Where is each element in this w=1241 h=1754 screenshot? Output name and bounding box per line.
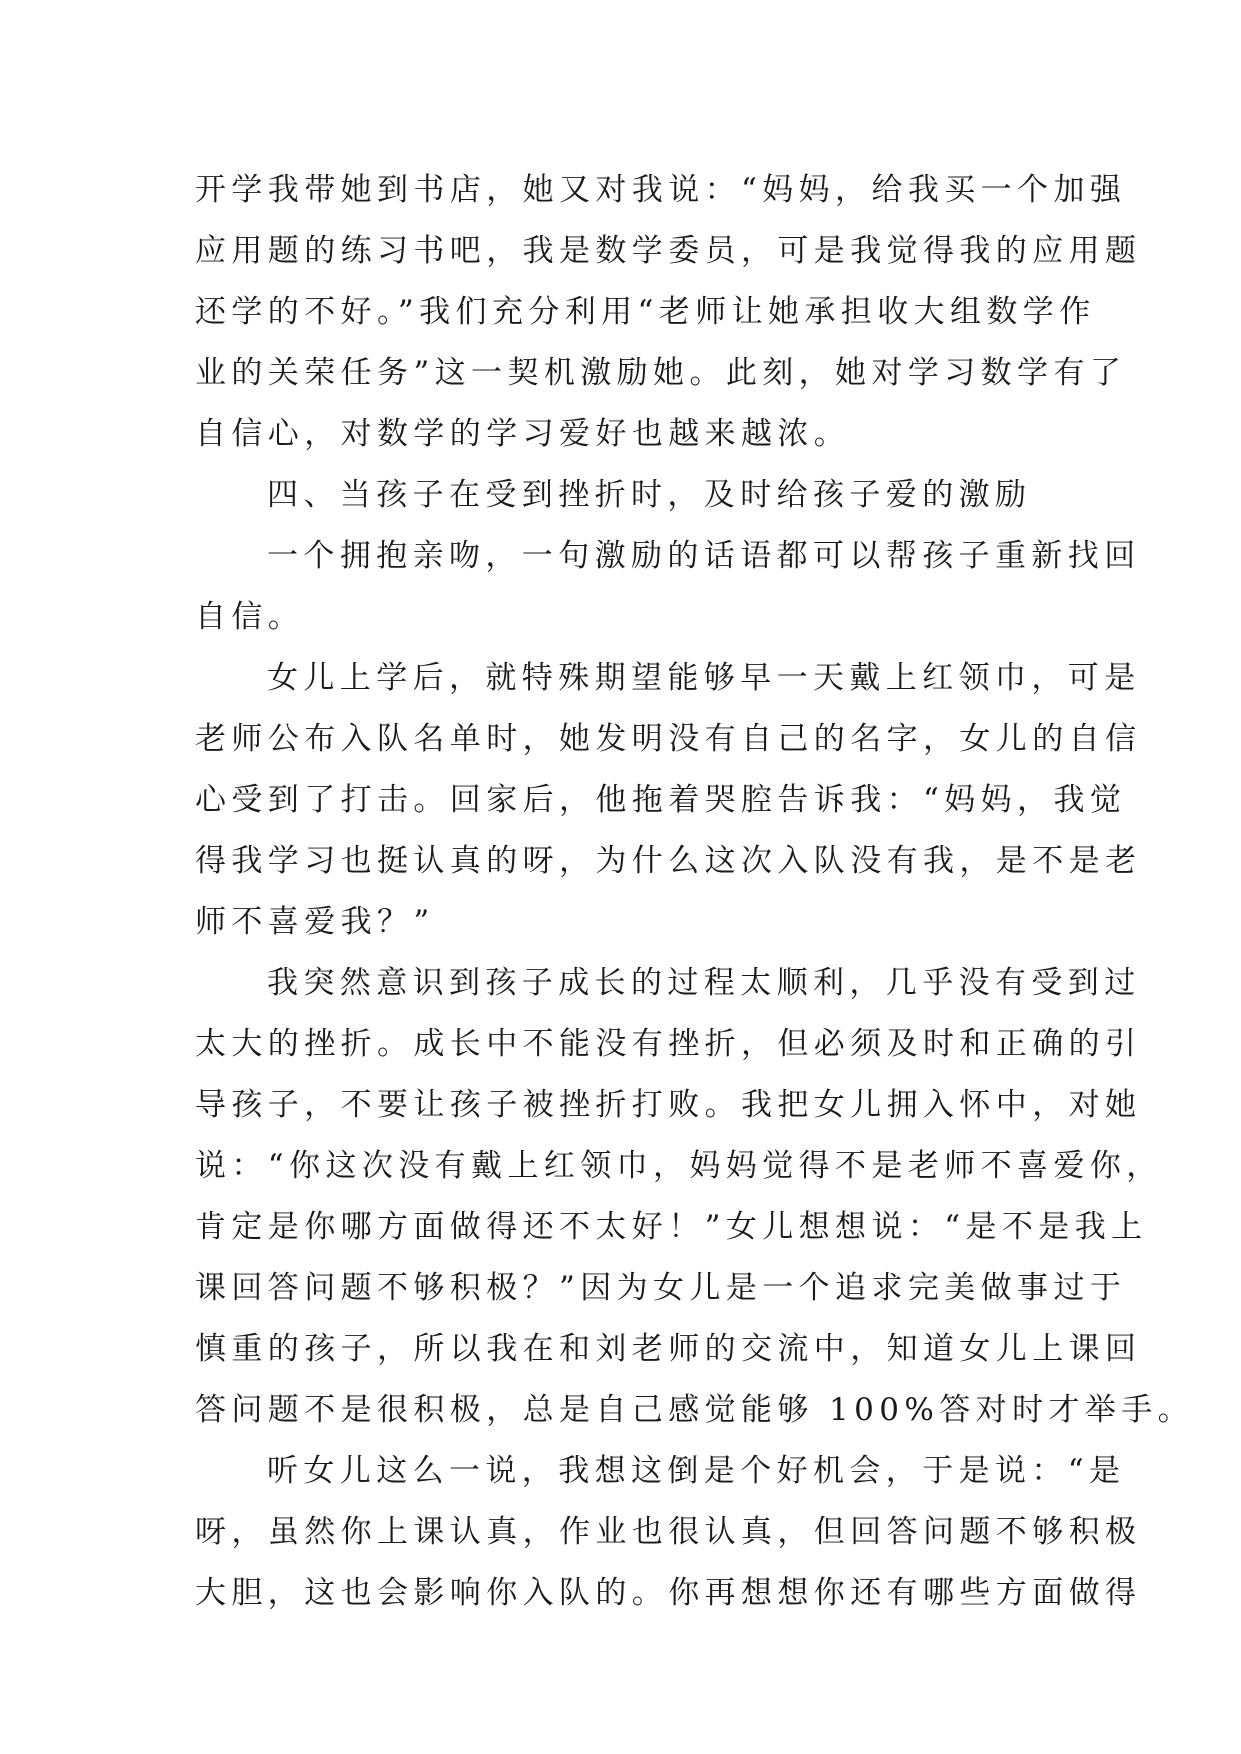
text-line: 开学我带她到书店，她又对我说：“妈妈，给我买一个加强 <box>195 172 1127 208</box>
text-line: 大胆，这也会影响你入队的。你再想想你还有哪些方面做得 <box>195 1575 1142 1611</box>
text-line: 呀，虽然你上课认真，作业也很认真，但回答问题不够积极 <box>195 1514 1142 1550</box>
text-line: 得我学习也挺认真的呀，为什么这次入队没有我，是不是老 <box>195 843 1142 879</box>
text-line: 自信心，对数学的学习爱好也越来越浓。 <box>195 416 851 452</box>
text-line: 太大的挫折。成长中不能没有挫折，但必须及时和正确的引 <box>195 1026 1142 1062</box>
text-line: 答问题不是很积极，总是自己感觉能够 100%答对时才举手。 <box>195 1392 1195 1428</box>
text-line: 心受到了打击。回家后，他拖着哭腔告诉我：“妈妈，我觉 <box>195 782 1127 818</box>
text-line: 肯定是你哪方面做得还不太好！”女儿想想说：“是不是我上 <box>195 1209 1148 1245</box>
paragraph-opportunity <box>195 1441 1142 1624</box>
text-line: 四、当孩子在受到挫折时，及时给孩子爱的激励 <box>267 477 1032 513</box>
document-body <box>195 160 1195 1624</box>
paragraph-setback <box>195 953 1195 1441</box>
text-line: 女儿上学后，就特殊期望能够早一天戴上红领巾，可是 <box>267 660 1141 696</box>
text-line: 一个拥抱亲吻，一句激励的话语都可以帮孩子重新找回 <box>267 538 1141 574</box>
text-line: 导孩子，不要让孩子被挫折打败。我把女儿拥入怀中，对她 <box>195 1087 1142 1123</box>
text-line: 师不喜爱我？” <box>195 904 435 940</box>
text-line: 课回答问题不够积极？”因为女儿是一个追求完美做事过于 <box>195 1270 1127 1306</box>
paragraph-hug <box>195 526 1141 648</box>
text-line: 慎重的孩子，所以我在和刘老师的交流中，知道女儿上课回 <box>195 1331 1142 1367</box>
section-heading-four <box>195 465 1055 526</box>
text-line: 业的关荣任务”这一契机激励她。此刻，她对学习数学有了 <box>195 355 1127 391</box>
text-line: 说：“你这次没有戴上红领巾，妈妈觉得不是老师不喜爱你， <box>195 1148 1163 1184</box>
text-line: 我突然意识到孩子成长的过程太顺利，几乎没有受到过 <box>267 965 1141 1001</box>
paragraph-red-scarf <box>195 648 1142 953</box>
text-line: 自信。 <box>195 599 305 635</box>
text-line: 应用题的练习书吧，我是数学委员，可是我觉得我的应用题 <box>195 233 1142 269</box>
text-line: 老师公布入队名单时，她发明没有自己的名字，女儿的自信 <box>195 721 1142 757</box>
text-line: 还学的不好。”我们充分利用“老师让她承担收大组数学作 <box>195 294 1096 330</box>
paragraph-bookstore <box>195 160 1142 465</box>
text-line: 听女儿这么一说，我想这倒是个好机会，于是说：“是 <box>267 1453 1126 1489</box>
